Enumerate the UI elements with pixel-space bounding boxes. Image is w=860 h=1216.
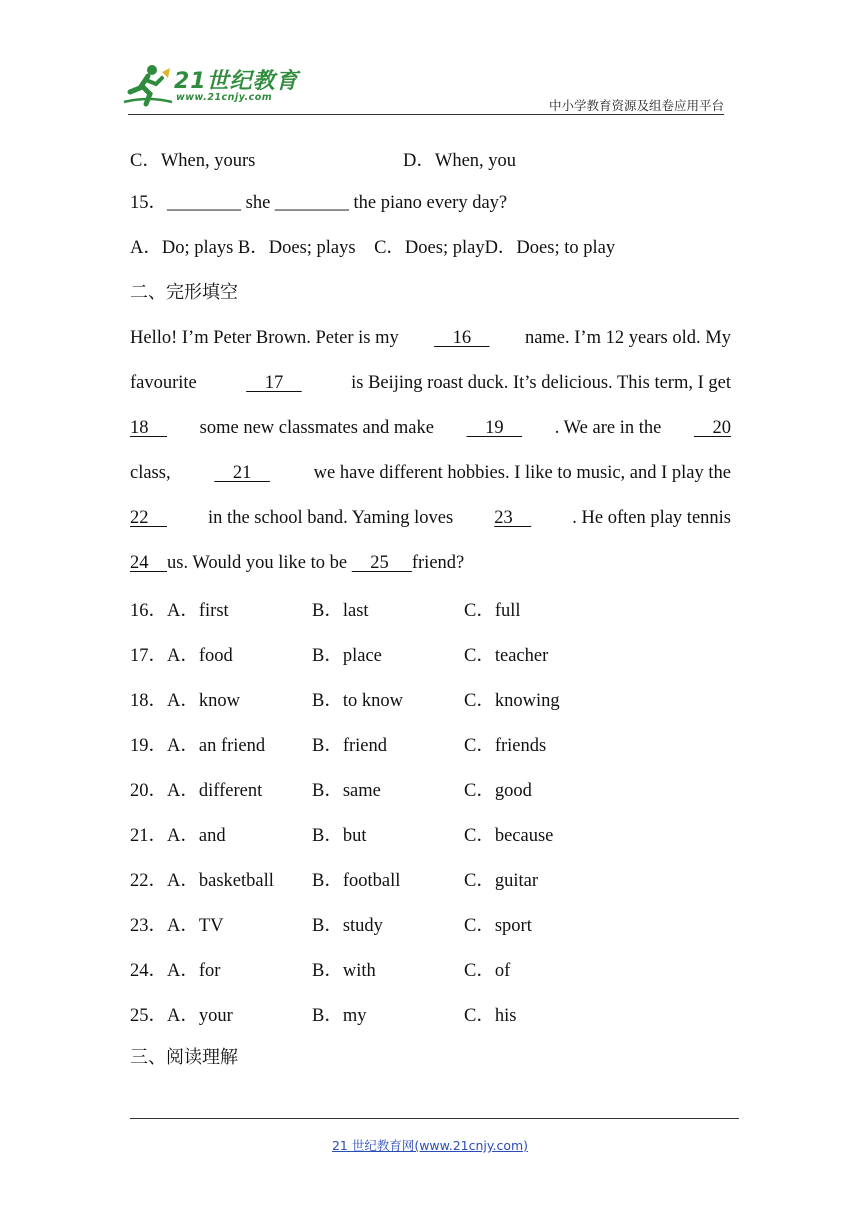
blank-17: 17 [246,373,302,393]
passage-line-3: 18 some new classmates and make 19 . We are in the 20 [130,418,731,438]
passage-line-2: favourite 17 is Beijing roast duck. It’s delicious. This term, I get [130,373,731,393]
option-a: A．TV [167,916,224,936]
blank-16: 16 [434,328,490,348]
passage-line-6: 24 us. Would you like to be 25 friend? [130,553,465,573]
blank-20: 20 [693,418,731,438]
section-title-cloze: 二、完形填空 [130,282,238,303]
option-c: C．because [464,826,554,846]
q14-option-c: C．When, yours [130,151,256,171]
logo-title: 21世纪教育 [174,69,299,94]
option-c: C．full [464,601,521,621]
option-c: C．knowing [464,691,560,711]
question-20: 20．A．different [130,781,263,801]
footer-link[interactable]: 21 世纪教育网(www.21cnjy.com) [331,1138,529,1153]
blank-23: 23 [494,508,532,528]
option-b: B．same [312,781,381,801]
q15-stem: 15．________ she ________ the piano every day? [130,193,508,213]
option-b: B．to know [312,691,403,711]
option-a: A．an friend [167,736,266,756]
option-a: A．for [167,961,221,981]
option-a: A．and [167,826,226,846]
question-17: 17．A．food [130,646,233,666]
option-a: A．first [167,601,229,621]
runner-icon [122,62,174,108]
q15-options: A．Do; plays B．Does; plays C．Does; playD．Does; to play [130,238,616,258]
option-b: B．with [312,961,376,981]
passage-line-1: Hello! I’m Peter Brown. Peter is my 16 name. I’m 12 years old. My [130,328,731,348]
option-c: C．teacher [464,646,549,666]
option-c: C．guitar [464,871,538,891]
question-23: 23．A．TV [130,916,224,936]
option-c: C．friends [464,736,547,756]
option-b: B．but [312,826,367,846]
header-divider [128,114,724,115]
question-19: 19．A．an friend [130,736,266,756]
blank-24: 24 [130,553,168,573]
passage-line-4: class, 21 we have different hobbies. I like to music, and I play the [130,463,731,483]
option-c: C．of [464,961,511,981]
blank-22: 22 [130,508,168,528]
option-a: A．food [167,646,233,666]
question-18: 18．A．know [130,691,240,711]
page-header [0,0,860,116]
option-c: C．his [464,1006,517,1026]
site-logo[interactable] [122,62,299,108]
option-c: C．good [464,781,532,801]
section-title-reading: 三、阅读理解 [130,1047,238,1068]
q14-option-d: D．When, you [403,151,517,171]
option-a: A．basketball [167,871,274,891]
logo-url: www.21cnjy.com [176,92,273,103]
option-a: A．your [167,1006,233,1026]
blank-25: 25 [351,553,412,573]
option-b: B．study [312,916,383,936]
footer-divider [130,1118,739,1119]
platform-name: 中小学教育资源及组卷应用平台 [548,98,724,113]
option-b: B．last [312,601,369,621]
question-16: 16．A．first [130,601,229,621]
option-b: B．football [312,871,401,891]
question-22: 22．A．basketball [130,871,274,891]
question-21: 21．A．and [130,826,226,846]
option-b: B．place [312,646,382,666]
page-footer [0,1136,860,1154]
option-b: B．my [312,1006,367,1026]
question-25: 25．A．your [130,1006,233,1026]
option-b: B．friend [312,736,388,756]
option-c: C．sport [464,916,532,936]
option-a: A．know [167,691,240,711]
blank-18: 18 [130,418,168,438]
blank-21: 21 [214,463,270,483]
question-24: 24．A．for [130,961,221,981]
blank-19: 19 [466,418,523,438]
passage-line-5: 22 in the school band. Yaming loves 23 . He often play tennis [130,508,731,528]
option-a: A．different [167,781,263,801]
